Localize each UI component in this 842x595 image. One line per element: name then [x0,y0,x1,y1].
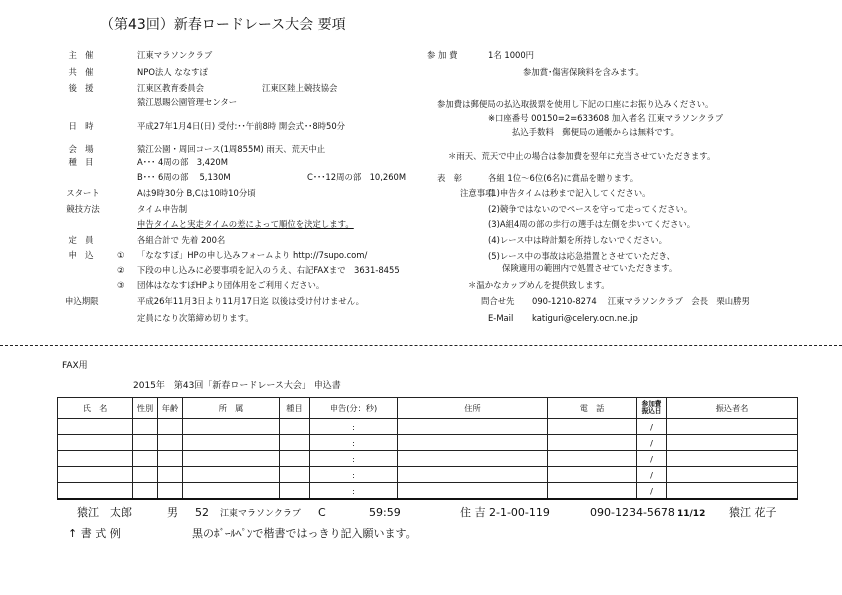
cell-time[interactable]: : [310,483,398,500]
cell-address[interactable] [398,419,548,435]
cell-payer[interactable] [667,467,798,483]
table-row[interactable] [58,419,798,435]
event-b: B･･･ 6周の部 5,130M [137,172,231,182]
form-title: 2015年 第43回「新春ロードレース大会」 申込書 [133,381,341,391]
example-date: 11/12 [677,509,706,519]
cell-sex[interactable] [133,435,158,451]
apply-3-num: ③ [117,280,125,290]
cell-sex[interactable] [133,419,158,435]
col-phone: 電 話 [548,398,637,419]
cell-age[interactable] [158,451,183,467]
note-2: (2)競争ではないのでペースを守って走ってください。 [488,204,693,214]
apply-1: 「ななすぽ」HPの申し込みフォームより http://7supo.com/ [137,250,368,260]
cell-club[interactable] [183,435,280,451]
col-sex: 性別 [133,398,158,419]
note-4: (4)レース中は時計類を所持しないでください。 [488,235,667,245]
note-5b: 保険適用の範囲内で処置させていただきます。 [502,263,678,273]
table-header [58,398,798,419]
support-1: 江東区教育委員会 [137,83,204,93]
cell-club[interactable] [183,483,280,500]
fee-handling: 払込手数料 郵便局の通帳からは無料です。 [512,127,679,137]
cell-payer[interactable] [667,451,798,467]
support-3: 猿江恩賜公園管理センター [137,97,238,107]
cell-address[interactable] [398,483,548,500]
col-club: 所 属 [183,398,280,419]
example-sex: 男 [167,506,178,519]
method-label: 競技方法 [66,204,100,214]
cell-time[interactable]: : [310,467,398,483]
contact-label: 問合せ先 [481,296,515,306]
cell-paydate[interactable]: / [637,451,667,467]
notes-label: 注意事項 [460,188,494,198]
cell-age[interactable] [158,467,183,483]
cell-club[interactable] [183,467,280,483]
venue-label: 会 場 [68,144,94,154]
cell-age[interactable] [158,435,183,451]
cell-sex[interactable] [133,451,158,467]
organizer-label: 主 催 [68,50,94,60]
fee-note: 参加賞･傷害保険料を含みます。 [523,67,644,77]
example-payer: 猿江 花子 [729,506,777,519]
deadline-2: 定員になり次第締め切ります。 [137,313,254,323]
application-table [57,397,798,500]
event-c: C･･･12周の部 10,260M [307,172,407,182]
example-name: 猿江 太郎 [77,506,132,519]
cut-line [0,345,842,346]
cell-age[interactable] [158,419,183,435]
organizer: 江東マラソンクラブ [137,50,213,60]
fee-label: 参 加 費 [427,50,458,60]
example-address: 住 吉 2-1-00-119 [460,506,550,519]
contact: 090-1210-8274 江東マラソンクラブ 会長 栗山勝男 [532,296,750,306]
cell-phone[interactable] [548,467,637,483]
example-note: 黒のﾎﾞｰﾙﾍﾟﾝで楷書ではっきり記入願います。 [192,527,417,540]
cell-time[interactable]: : [310,419,398,435]
note-1: (1)申告タイムは秒まで記入してください。 [488,188,651,198]
cell-paydate[interactable]: / [637,435,667,451]
cell-payer[interactable] [667,419,798,435]
capacity: 各組合計で 先着 200名 [137,235,226,245]
cell-event[interactable] [280,435,310,451]
apply-2-num: ② [117,265,125,275]
cell-address[interactable] [398,435,548,451]
co-organizer: NPO法人 ななすぽ [137,67,208,77]
cell-event[interactable] [280,451,310,467]
event-a: A･･･ 4周の部 3,420M [137,157,228,167]
cell-payer[interactable] [667,435,798,451]
example-phone: 090-1234-5678 [590,506,675,519]
noodle-note: ＊温かなカップめんを提供致します。 [468,280,610,290]
account: ※口座番号 00150=2=633608 加入者名 江東マラソンクラブ [488,113,724,123]
date-label: 日 時 [68,121,94,131]
method-1: タイム申告制 [137,204,188,214]
example-label: ↑ 書 式 例 [68,527,121,540]
col-name: 氏 名 [58,398,133,419]
deadline-1: 平成26年11月3日より11月17日迄 以後は受け付けません。 [137,296,364,306]
pay-note: 参加費は郵便局の払込取扱票を使用し下記の口座にお振り込みください。 [437,99,714,109]
example-time: 59:59 [369,506,401,519]
start-label: スタート [66,188,100,198]
cell-phone[interactable] [548,451,637,467]
cell-name[interactable] [58,419,133,435]
cell-paydate[interactable]: / [637,483,667,500]
cell-phone[interactable] [548,483,637,500]
cell-event[interactable] [280,419,310,435]
table-row[interactable] [58,483,798,500]
fee: 1名 1000円 [488,50,535,60]
cell-name[interactable] [58,483,133,500]
cell-phone[interactable] [548,419,637,435]
table-row[interactable] [58,467,798,483]
cell-club[interactable] [183,419,280,435]
cell-sex[interactable] [133,467,158,483]
col-address: 住所 [398,398,548,419]
col-paydate: 参加費 振込日 [637,398,667,419]
award-label: 表 彰 [437,173,463,183]
cell-time[interactable]: : [310,451,398,467]
cell-event[interactable] [280,467,310,483]
page-title: （第43回）新春ロードレース大会 要項 [100,17,346,33]
cell-age[interactable] [158,483,183,500]
cell-address[interactable] [398,451,548,467]
apply-label: 申 込 [68,250,94,260]
col-payer: 振込者名 [667,398,798,419]
email: katiguri@celery.ocn.ne.jp [532,313,638,323]
method-2: 申告タイムと実走タイムの差によって順位を決定します。 [137,219,354,229]
col-event: 種目 [280,398,310,419]
cell-paydate[interactable]: / [637,419,667,435]
co-label: 共 催 [68,67,94,77]
fax-label: FAX用 [62,361,88,371]
cell-club[interactable] [183,451,280,467]
example-age: 52 [195,506,209,519]
rain-note: ＊雨天、荒天で中止の場合は参加費を翌年に充当させていただきます。 [448,151,716,161]
cell-event[interactable] [280,483,310,500]
table-row[interactable] [58,435,798,451]
note-3: (3)A組4周の部の歩行の選手は左側を歩いてください。 [488,219,696,229]
apply-3: 団体はななすぽHPより団体用をご利用ください。 [137,280,325,290]
cell-payer[interactable] [667,483,798,500]
cell-paydate[interactable]: / [637,467,667,483]
cell-time[interactable]: : [310,435,398,451]
cell-address[interactable] [398,467,548,483]
example-event: C [318,506,326,519]
award: 各組 1位～6位(6名)に賞品を贈ります。 [488,173,639,183]
col-time: 申告(分：秒) [310,398,398,419]
table-row[interactable] [58,451,798,467]
venue: 猿江公園・周回コース(1周855M) 雨天、荒天中止 [137,144,326,154]
col-age: 年齢 [158,398,183,419]
deadline-label: 申込期限 [65,296,99,306]
cell-sex[interactable] [133,483,158,500]
cell-phone[interactable] [548,435,637,451]
start-time: Aは9時30分 B,Cは10時10分頃 [137,188,256,198]
email-label: E-Mail [488,313,514,323]
capacity-label: 定 員 [68,235,94,245]
cell-name[interactable] [58,451,133,467]
date: 平成27年1月4日(日) 受付:･･午前8時 開会式･･8時50分 [137,121,346,131]
support-2: 江東区陸上競技協会 [262,83,338,93]
events-label: 種 目 [68,157,94,167]
apply-1-num: ① [117,250,125,260]
example-club: 江東マラソンクラブ [220,509,301,519]
cell-name[interactable] [58,435,133,451]
support-label: 後 援 [68,83,94,93]
apply-2: 下段の申し込みに必要事項を記入のうえ、右記FAXまで 3631-8455 [137,265,400,275]
cell-name[interactable] [58,467,133,483]
note-5a: (5)レース中の事故は応急措置とさせていただき、 [488,251,675,261]
